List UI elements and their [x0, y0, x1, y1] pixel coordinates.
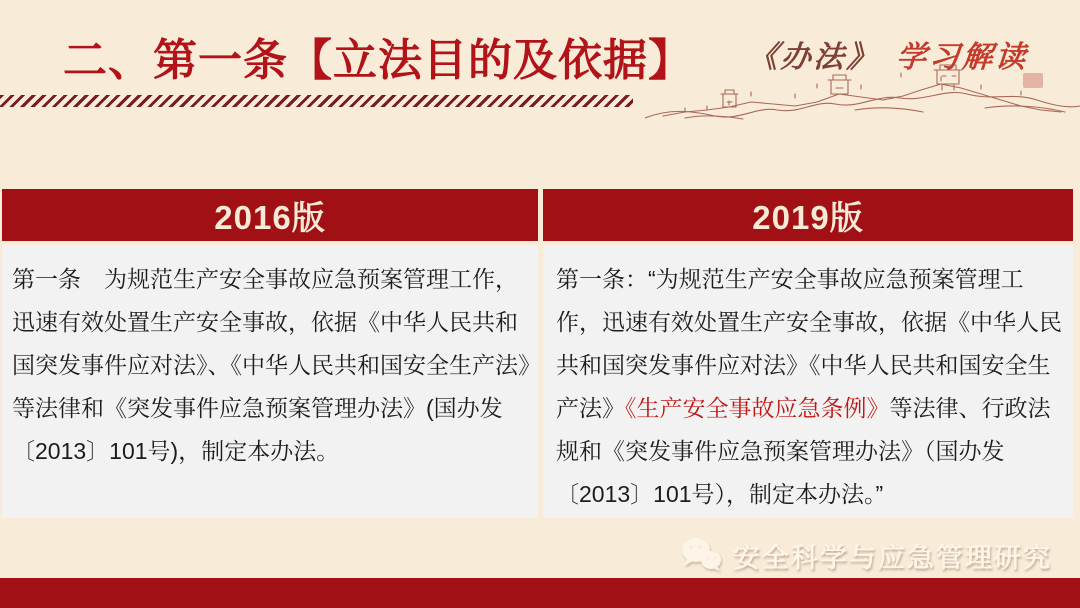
cell-2019-text — [538, 245, 1073, 518]
footer-watermark — [679, 534, 1052, 576]
col-header-2019: 2019版 — [538, 189, 1073, 241]
col-header-2016: 2016版 — [2, 189, 538, 241]
wechat-icon — [679, 536, 723, 574]
footer-brand-label: 安全科学与应急管理研究 — [733, 542, 1052, 573]
brand-book-label: 《办法》 — [746, 41, 881, 74]
table-header-row — [2, 189, 1073, 241]
seal-stamp-icon — [1023, 73, 1043, 88]
bottom-bar — [0, 578, 1080, 608]
divider-hatch — [0, 95, 633, 107]
table-body-row — [2, 245, 1073, 518]
cell-2019-highlight: 《生产安全事故应急条例》 — [625, 395, 890, 421]
brand-phrase-label: 学习解读 — [895, 41, 1030, 74]
cell-2019-post: 等法律、行政法规和《突发事件应急预案管理办法》（国办发〔2013〕101号），制定本办法。” — [556, 395, 1051, 507]
page-title: 二、第一条【立法目的及依据】 — [63, 36, 693, 85]
great-wall-icon — [645, 64, 1080, 124]
cell-2019-pre: 第一条：“为规范生产安全事故应急预案管理工作，迅速有效处置生产安全事故，依据《中华人民共和国突发事件应对法》《中华人民共和国安全生产法》 — [556, 266, 1062, 421]
cell-2016-text: 第一条 为规范生产安全事故应急预案管理工作，迅速有效处置生产安全事故，依据《中华人民共和国突发事件应对法》、《中华人民共和国安全生产法》等法律和《突发事件应急预案管理办法》(国办发〔2013〕101号)，制定本办法。 — [2, 245, 538, 518]
comparison-table — [2, 189, 1073, 518]
